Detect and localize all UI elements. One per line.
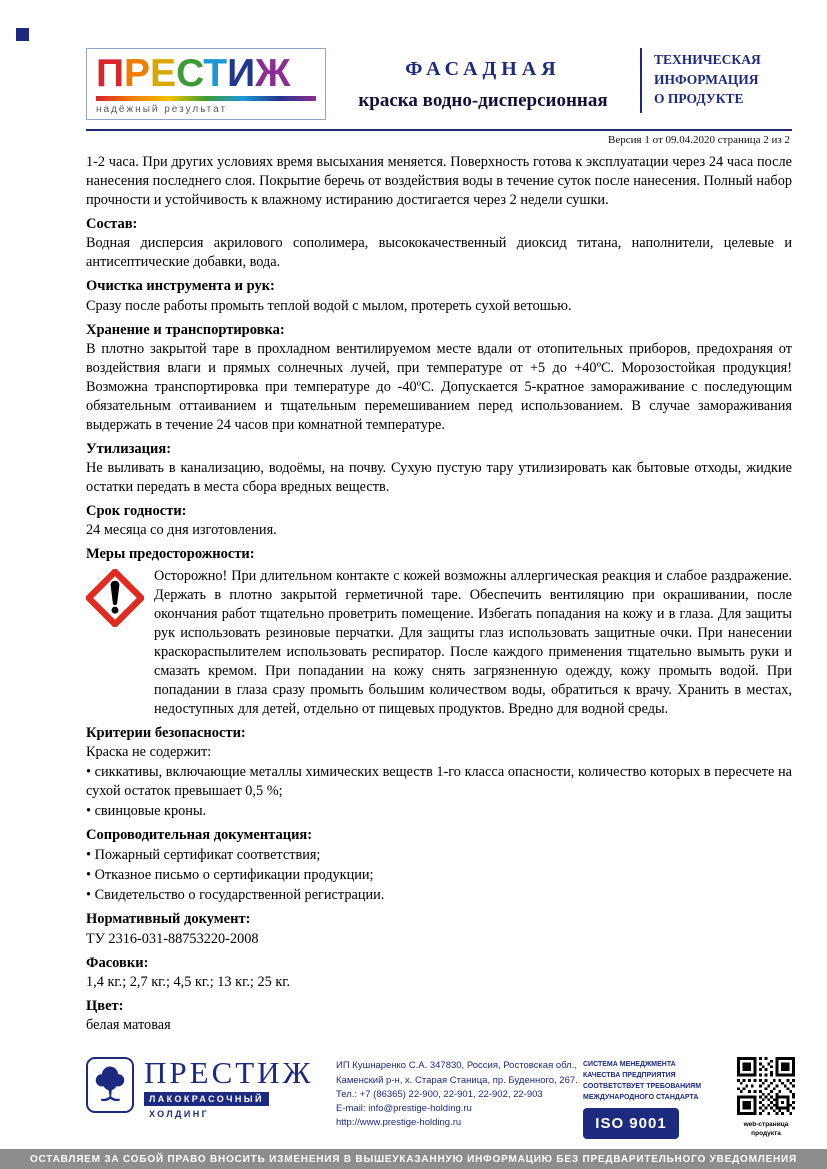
hazard-exclamation-icon: [86, 567, 144, 719]
intro-paragraph: 1-2 часа. При других условиях время высыхания меняется. Поверхность готова к эксплуатации через 24 часа после нанесения последнего слоя. Покрытие беречь от воздействия воды в течение суток после нанесения. Полный набор прочности и устойчивость к влажному истиранию достигается через 2 недели сушки.: [86, 154, 792, 208]
footer-brand-text: [144, 1057, 313, 1121]
precaution-block: [86, 567, 792, 719]
iso-text-line: МЕЖДУНАРОДНОГО СТАНДАРТА: [583, 1093, 699, 1101]
logo-letter: Ж: [255, 52, 291, 95]
footer-address-block: [336, 1057, 583, 1130]
address-line: ИП Кушнаренко С.А. 347830, Россия, Ростовская обл.,: [336, 1060, 577, 1072]
documents-bullet: • Свидетельство о государственной регистрации.: [86, 887, 385, 904]
document-body: [0, 151, 827, 1035]
section-heading-storage: Хранение и транспортировка:: [86, 321, 285, 338]
email-link[interactable]: E-mail: info@prestige-holding.ru: [336, 1103, 472, 1115]
tech-info-line: ТЕХНИЧЕСКАЯ: [654, 52, 761, 67]
safety-criteria-bullet: • свинцовые кроны.: [86, 802, 207, 819]
section-heading-packaging: Фасовки:: [86, 954, 149, 971]
section-heading-normative: Нормативный документ:: [86, 911, 251, 928]
section-text-normative: ТУ 2316-031-88753220-2008: [86, 930, 259, 947]
iso-text-line: СООТВЕТСТВУЕТ ТРЕБОВАНИЯМ: [583, 1083, 702, 1091]
footer-brand-subtitle-2: ХОЛДИНГ: [149, 1109, 210, 1120]
address-line: Каменский р-н, х. Старая Станица, пр. Буденного, 267.: [336, 1074, 578, 1086]
iso-certification-block: [583, 1057, 723, 1139]
section-heading-color: Цвет:: [86, 997, 124, 1014]
section-text-disposal: Не выливать в канализацию, водоёмы, на почву. Сухую пустую тару утилизировать как бытовые отходы, жидкие остатки передать в места сбора вредных веществ.: [86, 460, 792, 496]
tech-info-line: ИНФОРМАЦИЯ: [654, 71, 759, 87]
section-text-storage: В плотно закрытой таре в прохладном вентилируемом месте вдали от отопительных приборов, предохраняя от воздействия влаги и прямых солнечных лучей, при температуре от +5 до +40ºС. Морозостойкая продукция! Возможна транспортировка при температуре до -40ºС. Допускается 5-кратное замораживание с последующим обязательным оттаиванием и тщательным перемешиванием перед использованием. В случае замораживания выдержать в течение 24 часов при комнатной температуре.: [86, 340, 792, 433]
documents-bullet: • Отказное письмо о сертификации продукции;: [86, 867, 374, 884]
logo-letter: П: [96, 52, 125, 95]
qr-code-icon: [737, 1057, 795, 1115]
iso-text-line: КАЧЕСТВА ПРЕДПРИЯТИЯ: [583, 1072, 676, 1080]
section-text-composition: Водная дисперсия акрилового сополимера, высококачественный диоксид титана, наполнители, целевые и антисептические добавки, вода.: [86, 235, 792, 271]
footer-brand-subtitle-1: ЛАКОКРАСОЧНЫЙ: [144, 1092, 269, 1106]
tech-info-line: О ПРОДУКТЕ: [654, 91, 744, 107]
tech-info-block: [640, 48, 792, 113]
iso-9001-badge: ISO 9001: [583, 1108, 679, 1139]
logo-letter: С: [176, 52, 204, 95]
section-text-cleaning: Сразу после работы промыть теплой водой с мылом, протереть сухой ветошью.: [86, 297, 572, 314]
logo-tagline: надёжный результат: [96, 104, 228, 115]
documents-bullet: • Пожарный сертификат соответствия;: [86, 847, 321, 864]
section-text-shelf-life: 24 месяца со дня изготовления.: [86, 522, 277, 539]
iso-text-line: СИСТЕМА МЕНЕДЖМЕНТА: [583, 1061, 676, 1069]
tree-logo-icon: [86, 1057, 134, 1113]
qr-code-block: [733, 1057, 799, 1139]
logo-letter: И: [227, 52, 256, 95]
logo-letter: Е: [150, 52, 177, 95]
section-text-precautions: Осторожно! При длительном контакте с кожей возможны аллергическая реакция и слабое раздражение. Держать в плотно закрытой герметичной таре. Обеспечить вентиляцию при окрашивании, после окончания работ тщательно проветрить помещение. Избегать попадания на кожу и в глаза. Для защиты рук использовать резиновые перчатки. Для защиты глаз использовать защитные очки. При нанесении краскораспылителем использовать респиратор. После каждого применения тщательно вымыть руки и смазать кремом. При попадании на кожу снять загрязненную одежду, кожу промыть водой. При попадании в глаза сразу промыть большим количеством воды, обратиться к врачу. Хранить в местах, недоступных для детей, отдельно от пищевых продуктов. Вредно для водной среды.: [154, 567, 792, 717]
address-line: Тел.: +7 (86365) 22-900, 22-901, 22-902, 22-903: [336, 1088, 543, 1100]
product-title-block: [334, 48, 632, 112]
logo-letter: Р: [124, 52, 151, 95]
section-heading-precautions: Меры предосторожности:: [86, 546, 255, 563]
section-heading-shelf-life: Срок годности:: [86, 503, 187, 520]
section-text-packaging: 1,4 кг.; 2,7 кг.; 4,5 кг.; 13 кг.; 25 кг.: [86, 973, 291, 990]
brand-logo-word: [96, 54, 316, 94]
footer-brand-name: ПРЕСТИЖ: [144, 1055, 314, 1091]
product-subtitle: краска водно-дисперсионная: [358, 90, 608, 111]
footer-brand-block: [86, 1057, 336, 1121]
qr-caption: [733, 1121, 799, 1139]
section-heading-safety-criteria: Критерии безопасности:: [86, 724, 246, 741]
section-heading-composition: Состав:: [86, 216, 138, 232]
header-divider: [86, 129, 792, 131]
section-heading-cleaning: Очистка инструмента и рук:: [86, 278, 275, 295]
version-line: Версия 1 от 09.04.2020 страница 2 из 2: [608, 134, 790, 146]
brand-logo: [86, 48, 326, 120]
safety-criteria-lead: Краска не содержит:: [86, 743, 212, 760]
section-heading-disposal: Утилизация:: [86, 440, 172, 457]
header: [0, 0, 827, 120]
logo-letter: Т: [203, 52, 228, 95]
footer: [0, 1043, 827, 1139]
section-text-color: белая матовая: [86, 1017, 171, 1034]
safety-criteria-bullet: • сиккативы, включающие металлы химических веществ 1-го класса опасности, количество которых в пересчете на сухой остаток превышает 0,5 %;: [86, 763, 792, 799]
product-title: ФАСАДНАЯ: [405, 58, 561, 80]
logo-rainbow-bar: [96, 96, 316, 101]
qr-caption-line: web-страница: [743, 1121, 789, 1129]
section-heading-documents: Сопроводительная документация:: [86, 826, 313, 843]
website-link[interactable]: http://www.prestige-holding.ru: [336, 1117, 462, 1129]
qr-caption-line: продукта: [751, 1130, 781, 1138]
corner-mark: [16, 28, 29, 41]
disclaimer-bar: ОСТАВЛЯЕМ ЗА СОБОЙ ПРАВО ВНОСИТЬ ИЗМЕНЕНИЯ В ВЫШЕУКАЗАННУЮ ИНФОРМАЦИЮ БЕЗ ПРЕДВАРИТЕЛЬНОГО УВЕДОМЛЕНИЯ: [0, 1149, 827, 1169]
